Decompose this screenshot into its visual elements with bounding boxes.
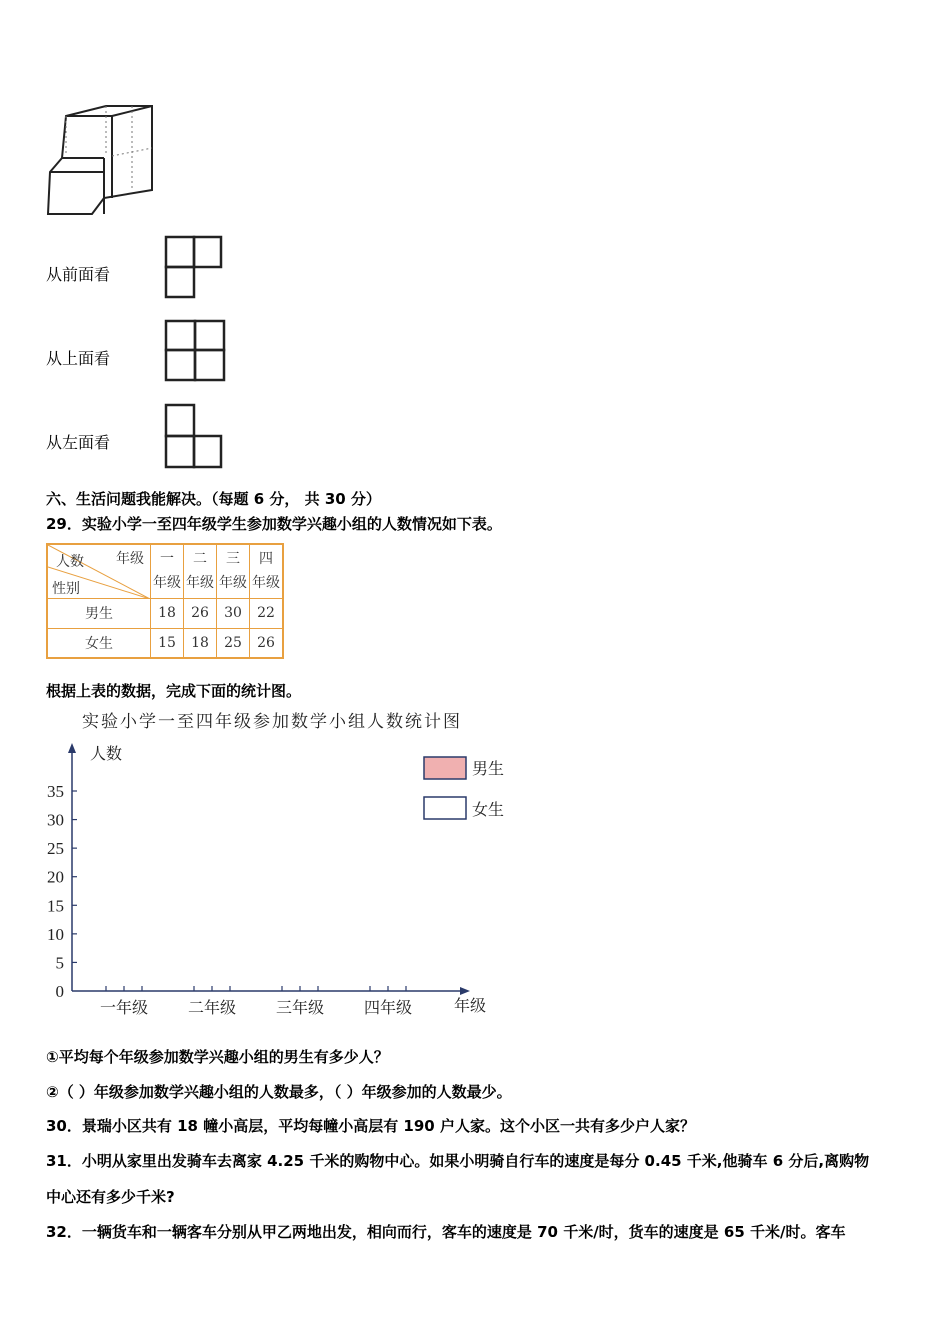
legend-swatch-girls xyxy=(424,797,466,819)
col-header: 二 年级 xyxy=(184,544,217,598)
q32-line1: 32．一辆货车和一辆客车分别从甲乙两地出发，相向而行，客车的速度是 70 千米/时，货车的速度是 65 千米/时。客车 xyxy=(46,1223,846,1241)
top-view-label: 从上面看 xyxy=(46,349,111,368)
y-tick-label: 20 xyxy=(47,867,64,887)
table-cell: 30 xyxy=(217,598,250,628)
q29-sub1: ①平均每个年级参加数学兴趣小组的男生有多少人？ xyxy=(46,1048,389,1066)
row-label: 男生 xyxy=(47,598,151,628)
table-cell: 22 xyxy=(250,598,284,628)
y-axis-label: 人数 xyxy=(90,744,123,763)
legend-label-boys: 男生 xyxy=(472,759,505,778)
corner-gender-label: 性别 xyxy=(52,581,80,597)
table-cell: 18 xyxy=(184,628,217,658)
y-axis-arrow xyxy=(68,743,76,753)
x-category-label: 二年级 xyxy=(187,998,237,1017)
q29-sub2: ②（ ）年级参加数学兴趣小组的人数最多，（ ）年级参加的人数最少。 xyxy=(46,1083,512,1101)
front-view-figure xyxy=(163,234,225,300)
q29-intro: 29．实验小学一至四年级学生参加数学兴趣小组的人数情况如下表。 xyxy=(46,515,502,533)
table-cell: 26 xyxy=(184,598,217,628)
x-category-label: 一年级 xyxy=(99,998,149,1017)
col-header: 一 年级 xyxy=(151,544,184,598)
y-tick-label: 0 xyxy=(55,982,64,1001)
q30-text: 30．景瑞小区共有 18 幢小高层，平均每幢小高层有 190 户人家。这个小区一共有多少户人家？ xyxy=(46,1117,695,1135)
q29-instruction: 根据上表的数据，完成下面的统计图。 xyxy=(46,682,302,700)
table-row xyxy=(47,598,283,628)
y-tick-label: 10 xyxy=(47,924,64,944)
table-corner-cell xyxy=(47,544,151,598)
top-view-figure xyxy=(163,318,229,384)
table-row xyxy=(47,628,283,658)
col-header: 三 年级 xyxy=(217,544,250,598)
table-cell: 25 xyxy=(217,628,250,658)
section-heading: 六、生活问题我能解决。（每题 6 分， 共 30 分） xyxy=(46,490,381,508)
block-figure xyxy=(40,98,160,220)
q31-line2: 中心还有多少千米? xyxy=(46,1188,175,1206)
row-label: 女生 xyxy=(47,628,151,658)
y-tick-label: 5 xyxy=(55,953,64,973)
q31-line1: 31．小明从家里出发骑车去离家 4.25 千米的购物中心。如果小明骑自行车的速度是每分 0.45 千米,他骑车 6 分后,离购物 xyxy=(46,1152,870,1170)
front-view-label: 从前面看 xyxy=(46,265,111,284)
table-cell: 26 xyxy=(250,628,284,658)
legend-swatch-boys xyxy=(424,757,466,779)
table-cell: 18 xyxy=(151,598,184,628)
left-view-figure xyxy=(163,402,225,470)
y-tick-label: 15 xyxy=(47,896,64,916)
data-table xyxy=(46,543,284,659)
x-category-label: 三年级 xyxy=(275,998,325,1017)
x-axis-label: 年级 xyxy=(454,996,487,1015)
y-tick-label: 30 xyxy=(47,810,64,830)
x-category-label: 四年级 xyxy=(363,998,413,1017)
y-tick-label: 35 xyxy=(47,782,64,801)
col-header: 四 年级 xyxy=(250,544,284,598)
x-axis-arrow xyxy=(460,987,470,995)
y-tick-label: 25 xyxy=(47,839,64,859)
legend-label-girls: 女生 xyxy=(472,800,505,819)
left-view-label: 从左面看 xyxy=(46,433,111,452)
chart-title: 实验小学一至四年级参加数学小组人数统计图 xyxy=(82,712,462,732)
table-cell: 15 xyxy=(151,628,184,658)
corner-grade-label: 年级 xyxy=(116,551,144,567)
corner-count-label: 人数 xyxy=(56,554,84,570)
chart xyxy=(40,735,520,1025)
